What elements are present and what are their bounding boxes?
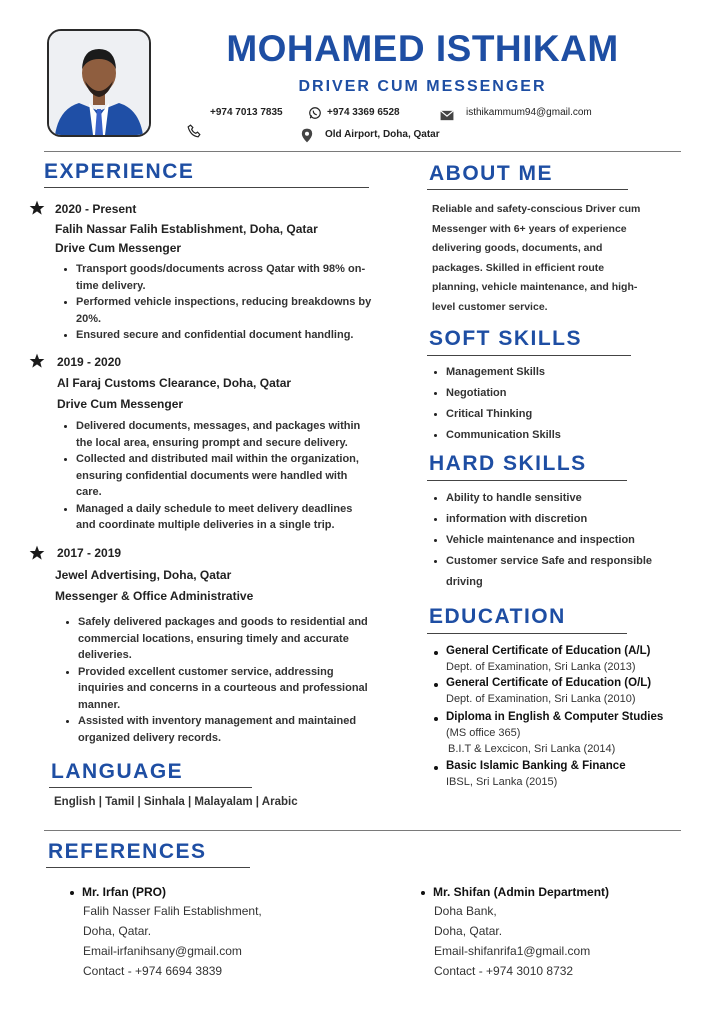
hard-skill: information with discretion bbox=[432, 509, 662, 530]
hard-skills-underline bbox=[427, 480, 627, 481]
job-title: DRIVER CUM MESSENGER bbox=[298, 78, 547, 95]
about-line: level customer service. bbox=[432, 300, 548, 313]
location-pin-icon bbox=[301, 128, 313, 148]
star-icon bbox=[29, 353, 45, 374]
about-heading: ABOUT ME bbox=[429, 162, 553, 185]
job-years: 2019 - 2020 bbox=[57, 355, 122, 369]
job-duty: Ensured secure and confidential document handling. bbox=[62, 327, 372, 344]
star-icon bbox=[29, 200, 45, 221]
language-underline bbox=[49, 787, 252, 788]
avatar bbox=[47, 29, 151, 137]
whatsapp-icon bbox=[308, 106, 322, 125]
about-underline bbox=[427, 189, 628, 190]
language-heading: LANGUAGE bbox=[51, 760, 184, 783]
job-role: Drive Cum Messenger bbox=[57, 397, 184, 411]
job-duty: Managed a daily schedule to meet delivery deadlines and coordinate multiple deliveries in a single trip. bbox=[62, 501, 374, 534]
education-heading: EDUCATION bbox=[429, 605, 566, 628]
candidate-name: MOHAMED ISTHIKAM bbox=[226, 28, 619, 69]
reference-details bbox=[417, 901, 717, 981]
about-text bbox=[432, 200, 682, 317]
about-line: Messenger with 6+ years of experience bbox=[432, 222, 627, 235]
reference-line: Email-shifanrifa1@gmail.com bbox=[434, 944, 591, 958]
hard-skills-heading: HARD SKILLS bbox=[429, 452, 587, 475]
references-heading: REFERENCES bbox=[48, 840, 207, 863]
hard-skill: Ability to handle sensitive bbox=[432, 488, 662, 509]
education-detail: Dept. of Examination, Sri Lanka (2010) bbox=[446, 693, 636, 705]
about-line: Reliable and safety-conscious Driver cum bbox=[432, 203, 641, 215]
reference-line: Email-irfanihsany@gmail.com bbox=[83, 944, 242, 958]
job-duties bbox=[62, 261, 372, 344]
education-detail: Dept. of Examination, Sri Lanka (2013) bbox=[446, 661, 636, 673]
job-duty: Delivered documents, messages, and packages within the local area, ensuring prompt and secure delivery. bbox=[62, 418, 374, 451]
language-list: English | Tamil | Sinhala | Malayalam | Arabic bbox=[54, 796, 298, 808]
reference-line: Doha, Qatar. bbox=[83, 924, 152, 938]
reference-line: Doha Bank, bbox=[434, 904, 497, 918]
job-duty: Safely delivered packages and goods to residential and commercial locations, ensuring timely and accurate deliveries. bbox=[64, 614, 374, 664]
hard-skills-list bbox=[432, 488, 662, 593]
hard-skill: Vehicle maintenance and inspection bbox=[432, 530, 662, 551]
job-role: Messenger & Office Administrative bbox=[55, 589, 254, 603]
reference-details bbox=[66, 901, 366, 981]
hard-skill: Customer service Safe and responsible driving bbox=[432, 551, 662, 593]
reference-line: Contact - +974 3010 8732 bbox=[434, 964, 574, 978]
job-duty: Provided excellent customer service, addressing inquiries and concerns in a courteous and professional manner. bbox=[64, 664, 374, 714]
references-underline bbox=[46, 867, 250, 868]
job-duties bbox=[62, 418, 374, 534]
job-duty: Assisted with inventory management and maintained organized delivery records. bbox=[64, 713, 374, 746]
reference-card bbox=[417, 885, 717, 981]
email: isthikammum94@gmail.com bbox=[466, 107, 592, 118]
about-line: planning, vehicle maintenance, and high- bbox=[432, 281, 638, 293]
star-icon bbox=[29, 545, 45, 566]
education-list bbox=[430, 645, 710, 788]
soft-skills-underline bbox=[427, 355, 631, 356]
about-line: packages. Skilled in efficient route bbox=[432, 261, 605, 274]
reference-name: Mr. Shifan (Admin Department) bbox=[417, 885, 717, 899]
education-detail: (MS office 365) bbox=[446, 727, 521, 739]
phone-primary: +974 7013 7835 bbox=[210, 107, 283, 118]
education-title: Diploma in English & Computer Studies bbox=[430, 711, 710, 723]
soft-skill: Negotiation bbox=[432, 383, 682, 404]
soft-skills-list bbox=[432, 362, 682, 446]
job-years: 2020 - Present bbox=[55, 202, 137, 216]
reference-line: Doha, Qatar. bbox=[434, 924, 503, 938]
phone-secondary: +974 3369 6528 bbox=[327, 107, 400, 118]
reference-name: Mr. Irfan (PRO) bbox=[66, 885, 366, 899]
reference-line: Contact - +974 6694 3839 bbox=[83, 964, 223, 978]
experience-underline bbox=[44, 187, 369, 188]
education-title: General Certificate of Education (O/L) bbox=[430, 677, 710, 689]
phone-icon bbox=[187, 124, 201, 143]
job-company: Falih Nassar Falih Establishment, Doha, Qatar bbox=[55, 222, 318, 236]
job-role: Drive Cum Messenger bbox=[55, 241, 182, 255]
about-line: delivering goods, documents, and bbox=[432, 242, 603, 254]
education-title: Basic Islamic Banking & Finance bbox=[430, 760, 710, 772]
soft-skill: Management Skills bbox=[432, 362, 682, 383]
references-divider bbox=[44, 830, 681, 831]
education-detail: IBSL, Sri Lanka (2015) bbox=[446, 776, 558, 788]
experience-heading: EXPERIENCE bbox=[44, 160, 195, 183]
job-duties bbox=[64, 614, 374, 746]
reference-card bbox=[66, 885, 366, 981]
job-company: Al Faraj Customs Clearance, Doha, Qatar bbox=[57, 376, 292, 390]
address: Old Airport, Doha, Qatar bbox=[325, 129, 440, 140]
soft-skills-heading: SOFT SKILLS bbox=[429, 327, 582, 350]
reference-line: Falih Nasser Falih Establishment, bbox=[83, 904, 262, 918]
soft-skill: Critical Thinking bbox=[432, 404, 682, 425]
education-title: General Certificate of Education (A/L) bbox=[430, 645, 710, 657]
job-duty: Performed vehicle inspections, reducing breakdowns by 20%. bbox=[62, 294, 372, 327]
education-underline bbox=[427, 633, 627, 634]
soft-skill: Communication Skills bbox=[432, 425, 682, 446]
job-years: 2017 - 2019 bbox=[57, 546, 122, 560]
header-divider bbox=[44, 151, 681, 152]
job-company: Jewel Advertising, Doha, Qatar bbox=[55, 568, 232, 582]
education-detail: B.I.T & Lexcicon, Sri Lanka (2014) bbox=[448, 743, 616, 755]
job-duty: Transport goods/documents across Qatar with 98% on-time delivery. bbox=[62, 261, 372, 294]
job-duty: Collected and distributed mail within the organization, ensuring confidential documents were handled with care. bbox=[62, 451, 374, 501]
mail-icon bbox=[440, 108, 454, 126]
